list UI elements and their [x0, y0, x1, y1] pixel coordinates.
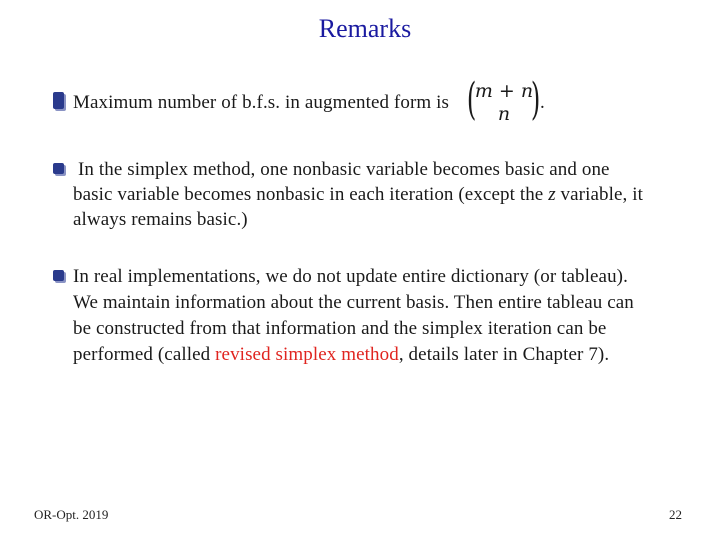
bullet-3-line-3: be constructed from that information and the simplex iteration can be: [73, 318, 607, 339]
bullet-2-line-1: In the simplex method, one nonbasic variable becomes basic and one: [78, 159, 610, 180]
bullet-3-line-4-text-a: performed (called: [73, 344, 216, 365]
bullet-icon: [53, 98, 64, 109]
bullet-icon: [53, 270, 64, 281]
right-paren: ): [530, 74, 541, 125]
bullet-2-line-3: always remains basic.): [73, 209, 248, 230]
bullet-3-line-1: In real implementations, we do not update entire dictionary (or tableau).: [73, 266, 628, 287]
bullet-3-line-4: [73, 344, 609, 366]
bullet-icon: [53, 163, 64, 174]
binomial-bottom: n: [497, 103, 511, 125]
page-number: 22: [669, 507, 682, 522]
revised-simplex-method-highlight: revised simplex method: [215, 344, 399, 365]
binomial-coefficient: [466, 74, 547, 126]
bullet-1-period: .: [540, 92, 545, 113]
left-paren: (: [466, 74, 477, 125]
slide-title: Remarks: [318, 14, 412, 43]
variable-z: z: [548, 184, 556, 205]
bullet-3-line-4-text-b: , details later in Chapter 7).: [398, 344, 610, 365]
bullet-1-text: Maximum number of b.f.s. in augmented form is: [73, 92, 449, 113]
bullet-2-line-2: [73, 184, 643, 206]
bullet-3-line-2: We maintain information about the current basis. Then entire tableau can: [73, 292, 634, 313]
footer-course-label: OR-Opt. 2019: [34, 507, 109, 522]
bullet-2-line-2-text-a: basic variable becomes nonbasic in each iteration (except the: [73, 184, 549, 205]
binomial-top: m + n: [474, 80, 534, 102]
bullet-2-line-2-text-b: variable, it: [555, 184, 643, 205]
